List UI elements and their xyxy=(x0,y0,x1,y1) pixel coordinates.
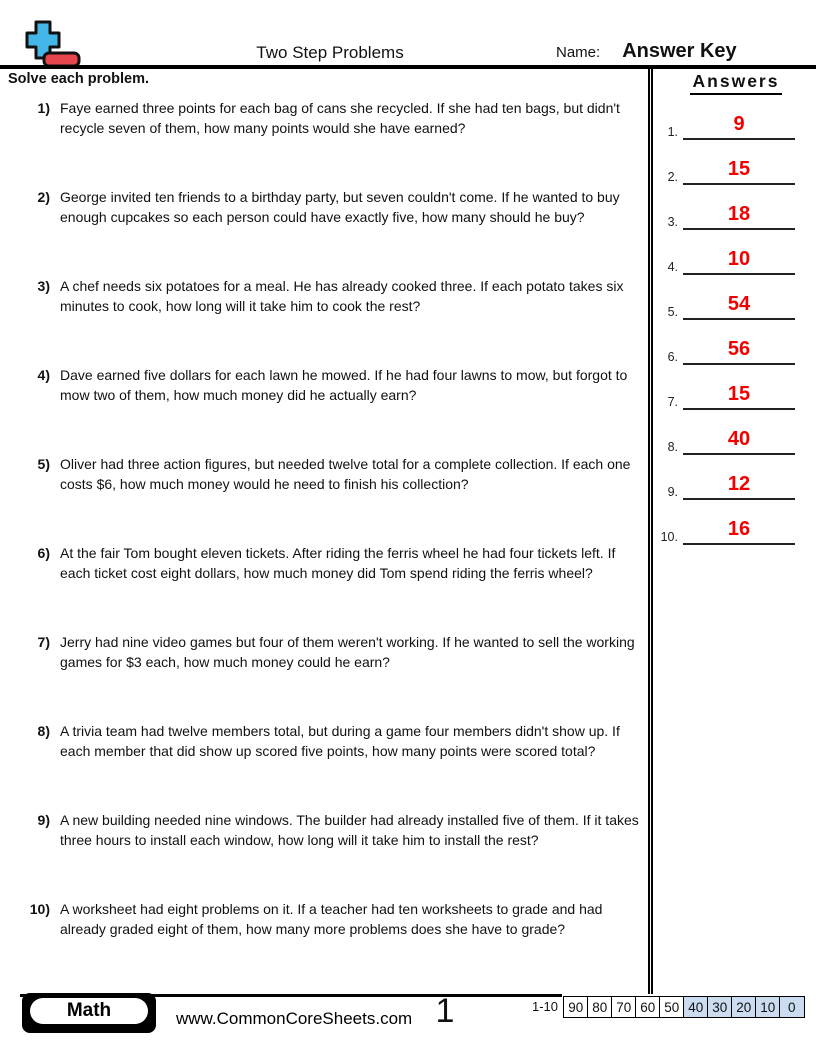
answer-number: 3. xyxy=(667,215,678,229)
problem-text: Dave earned five dollars for each lawn he mowed. If he had four lawns to mow, but forgot to mow two of them, how much money did he actually earn? xyxy=(60,367,628,403)
problem-row-1 xyxy=(10,99,650,138)
answer-number: 1. xyxy=(667,125,678,139)
score-cell-30: 30 xyxy=(707,996,733,1018)
answer-value: 10 xyxy=(727,248,751,270)
answers-heading: Answers xyxy=(690,71,783,95)
problem-text: A worksheet had eight problems on it. If a teacher had ten worksheets to grade and had already graded eight of them, how many more problems does she have to grade? xyxy=(60,901,603,937)
score-table xyxy=(563,996,805,1018)
score-cell-10: 10 xyxy=(755,996,781,1018)
answer-value: 16 xyxy=(727,518,751,540)
answer-blank-line xyxy=(683,334,795,365)
problem-number: 7) xyxy=(37,634,50,650)
problem-number: 8) xyxy=(37,723,50,739)
page-title: Two Step Problems xyxy=(256,43,404,62)
answer-blank-line xyxy=(683,289,795,320)
answer-key-label: Answer Key xyxy=(622,40,737,62)
score-cell-40: 40 xyxy=(683,996,709,1018)
problem-number: 2) xyxy=(37,189,50,205)
score-cell-70: 70 xyxy=(611,996,637,1018)
subject-badge xyxy=(22,993,156,1033)
answer-number: 8. xyxy=(667,440,678,454)
subject-pill xyxy=(30,998,148,1024)
answer-number: 10. xyxy=(660,530,678,544)
answer-value: 18 xyxy=(727,203,751,225)
problem-row-8 xyxy=(10,722,650,761)
answer-row-3 xyxy=(652,201,798,230)
score-range-label: 1-10 xyxy=(531,999,558,1014)
answer-row-5 xyxy=(652,291,798,320)
answer-blank-line xyxy=(683,514,795,545)
answer-blank-line xyxy=(683,469,795,500)
answer-blank-line xyxy=(683,154,795,185)
answer-row-4 xyxy=(652,246,798,275)
score-cell-20: 20 xyxy=(731,996,757,1018)
name-label: Name: xyxy=(556,44,601,61)
problem-row-2 xyxy=(10,188,650,227)
problem-row-9 xyxy=(10,811,650,850)
score-cell-80: 80 xyxy=(587,996,613,1018)
problem-text: A trivia team had twelve members total, but during a game four members didn't show up. If each member that did show up scored five points, how many points were scored total? xyxy=(60,723,620,759)
answer-row-6 xyxy=(652,336,798,365)
problem-text: Oliver had three action figures, but needed twelve total for a complete collection. If each one costs $6, how much money would he need to finish his collection? xyxy=(60,456,631,492)
problem-number: 9) xyxy=(37,812,50,828)
problem-number: 5) xyxy=(37,456,50,472)
problem-text: A chef needs six potatoes for a meal. He has already cooked three. If each potato takes six minutes to cook, how long will it take him to cook the rest? xyxy=(60,278,624,314)
problem-row-7 xyxy=(10,633,650,672)
answer-row-9 xyxy=(652,471,798,500)
answer-number: 4. xyxy=(667,260,678,274)
answer-row-8 xyxy=(652,426,798,455)
answer-value: 9 xyxy=(733,113,745,135)
answer-row-10 xyxy=(652,516,798,545)
problem-row-3 xyxy=(10,277,650,316)
problem-number: 1) xyxy=(37,100,50,116)
name-row xyxy=(556,40,737,63)
answer-number: 5. xyxy=(667,305,678,319)
answer-value: 54 xyxy=(727,293,751,315)
answer-number: 9. xyxy=(667,485,678,499)
problem-row-5 xyxy=(10,455,650,494)
problem-row-10 xyxy=(10,900,650,939)
problem-number: 3) xyxy=(37,278,50,294)
score-cell-60: 60 xyxy=(635,996,661,1018)
answer-row-1 xyxy=(652,111,798,140)
problem-number: 6) xyxy=(37,545,50,561)
answer-value: 56 xyxy=(727,338,751,360)
answer-value: 12 xyxy=(727,473,751,495)
answer-value: 15 xyxy=(727,158,751,180)
answer-value: 40 xyxy=(727,428,751,450)
answer-blank-line xyxy=(683,199,795,230)
answer-value: 15 xyxy=(727,383,751,405)
answers-heading-wrap xyxy=(656,71,816,95)
problem-number: 10) xyxy=(29,901,50,917)
header-rule xyxy=(0,65,816,69)
answer-row-2 xyxy=(652,156,798,185)
answer-row-7 xyxy=(652,381,798,410)
problem-number: 4) xyxy=(37,367,50,383)
answer-blank-line xyxy=(683,424,795,455)
answer-number: 6. xyxy=(667,350,678,364)
problem-row-6 xyxy=(10,544,650,583)
subject-label: Math xyxy=(66,1000,112,1021)
answer-blank-line xyxy=(683,379,795,410)
problem-text: Jerry had nine video games but four of them weren't working. If he wanted to sell the working games for $3 each, how much money could he earn? xyxy=(60,634,635,670)
answer-blank-line xyxy=(683,244,795,275)
problem-text: At the fair Tom bought eleven tickets. After riding the ferris wheel he had four tickets left. If each ticket cost eight dollars, how much money did Tom spend riding the ferris wheel? xyxy=(60,545,616,581)
instruction-text: Solve each problem. xyxy=(8,71,150,87)
page-number: 1 xyxy=(435,992,455,1030)
score-cell-90: 90 xyxy=(563,996,589,1018)
problem-row-4 xyxy=(10,366,650,405)
answer-number: 2. xyxy=(667,170,678,184)
answer-number: 7. xyxy=(667,395,678,409)
answer-blank-line xyxy=(683,109,795,140)
problem-text: Faye earned three points for each bag of cans she recycled. If she had ten bags, but didn't recycle seven of them, how many points would she have earned? xyxy=(60,100,620,136)
score-cell-50: 50 xyxy=(659,996,685,1018)
problem-text: A new building needed nine windows. The builder had already installed five of them. If it takes three hours to install each window, how long will it take him to install the rest? xyxy=(60,812,639,848)
problem-text: George invited ten friends to a birthday party, but seven couldn't come. If he wanted to buy enough cupcakes so each person could have exactly five, how many should he buy? xyxy=(60,189,620,225)
website-url: www.CommonCoreSheets.com xyxy=(176,1009,413,1028)
score-cell-0: 0 xyxy=(779,996,805,1018)
